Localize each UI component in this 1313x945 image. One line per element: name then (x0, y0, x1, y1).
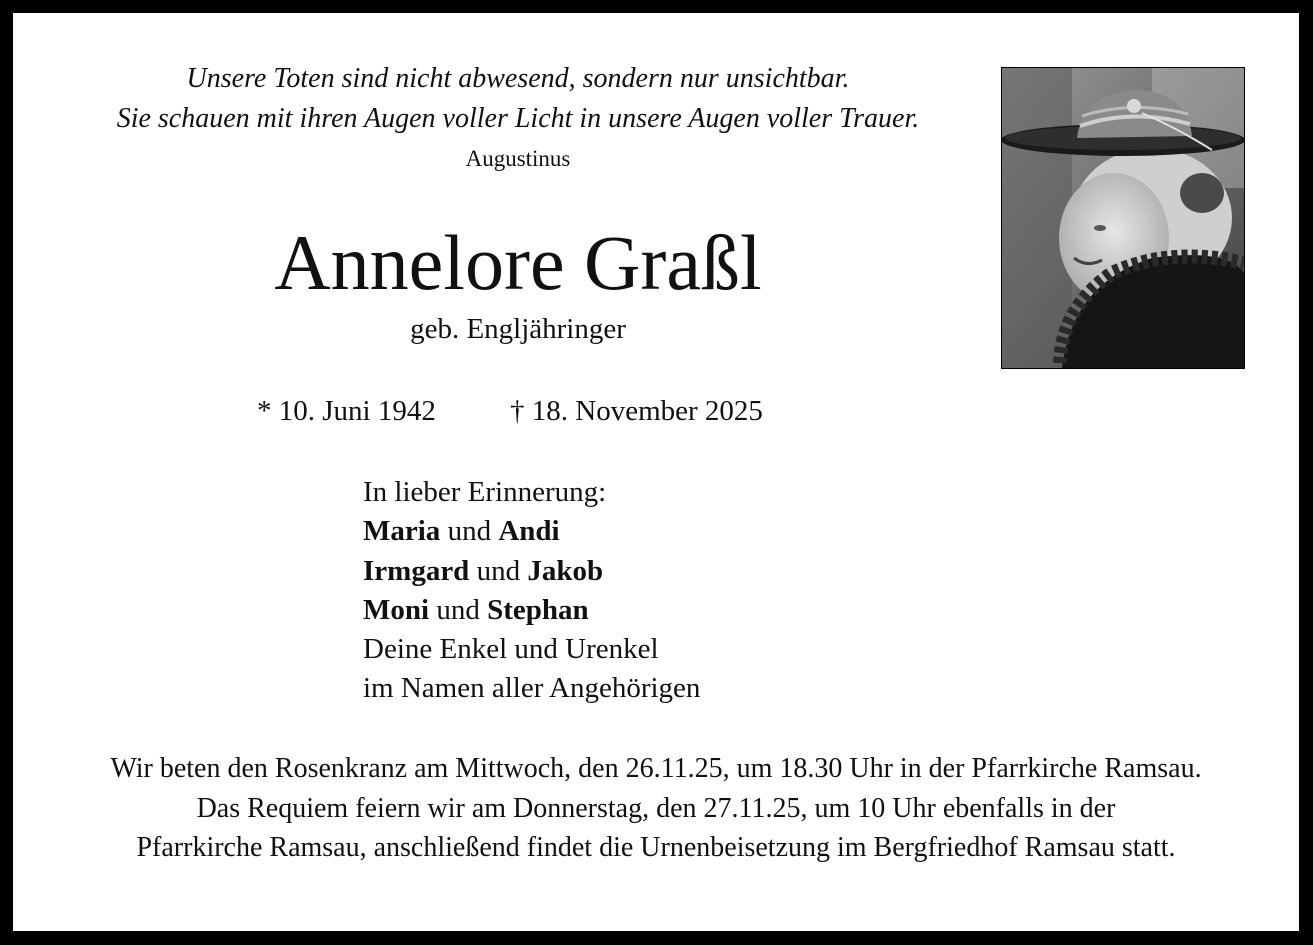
service-line-1: Wir beten den Rosenkranz am Mittwoch, den 26.11.25, um 18.30 Uhr in der Pfarrkirche Ramsau. (110, 753, 1202, 784)
quote-line-2: Sie schauen mit ihren Augen voller Licht in unsere Augen voller Trauer. (116, 103, 920, 134)
mourner-name: Jakob (527, 554, 604, 587)
obituary-card (13, 13, 1299, 931)
service-info (33, 749, 1279, 868)
mourners-list (363, 473, 700, 709)
service-line-2: Das Requiem feiern wir am Donnerstag, den 27.11.25, um 10 Uhr ebenfalls in der (196, 792, 1116, 824)
mourners-grandchildren: Deine Enkel und Urenkel (363, 633, 659, 666)
mourner-joiner: und (476, 554, 521, 587)
mourner-joiner: und (436, 593, 480, 626)
mourner-name: Irmgard (363, 554, 470, 587)
mourners-closing: im Namen aller Angehörigen (363, 672, 701, 705)
maiden-name: geb. Engljähringer (410, 313, 626, 345)
quote (53, 59, 983, 139)
quote-line-1: Unsere Toten sind nicht abwesend, sondern nur unsichtbar. (186, 63, 850, 94)
deceased-name: Annelore Graßl (274, 219, 762, 306)
portrait-photo-icon (1002, 68, 1244, 368)
mourner-couple (363, 591, 700, 630)
birth-date: * 10. Juni 1942 (257, 395, 436, 427)
mourner-name: Stephan (487, 593, 589, 626)
death-date: † 18. November 2025 (510, 395, 763, 427)
mourner-couple (363, 552, 700, 591)
mourner-name: Andi (498, 515, 560, 548)
quote-author: Augustinus (465, 146, 571, 171)
service-line-3: Pfarrkirche Ramsau, anschließend findet die Urnenbeisetzung im Bergfriedhof Ramsau statt. (136, 832, 1176, 863)
mourner-couple (363, 512, 700, 551)
mourners-intro: In lieber Erinnerung: (363, 476, 607, 508)
mourner-name: Maria (363, 515, 441, 548)
portrait-photo (1001, 67, 1245, 369)
mourner-name: Moni (363, 593, 430, 626)
mourner-joiner: und (447, 515, 492, 548)
